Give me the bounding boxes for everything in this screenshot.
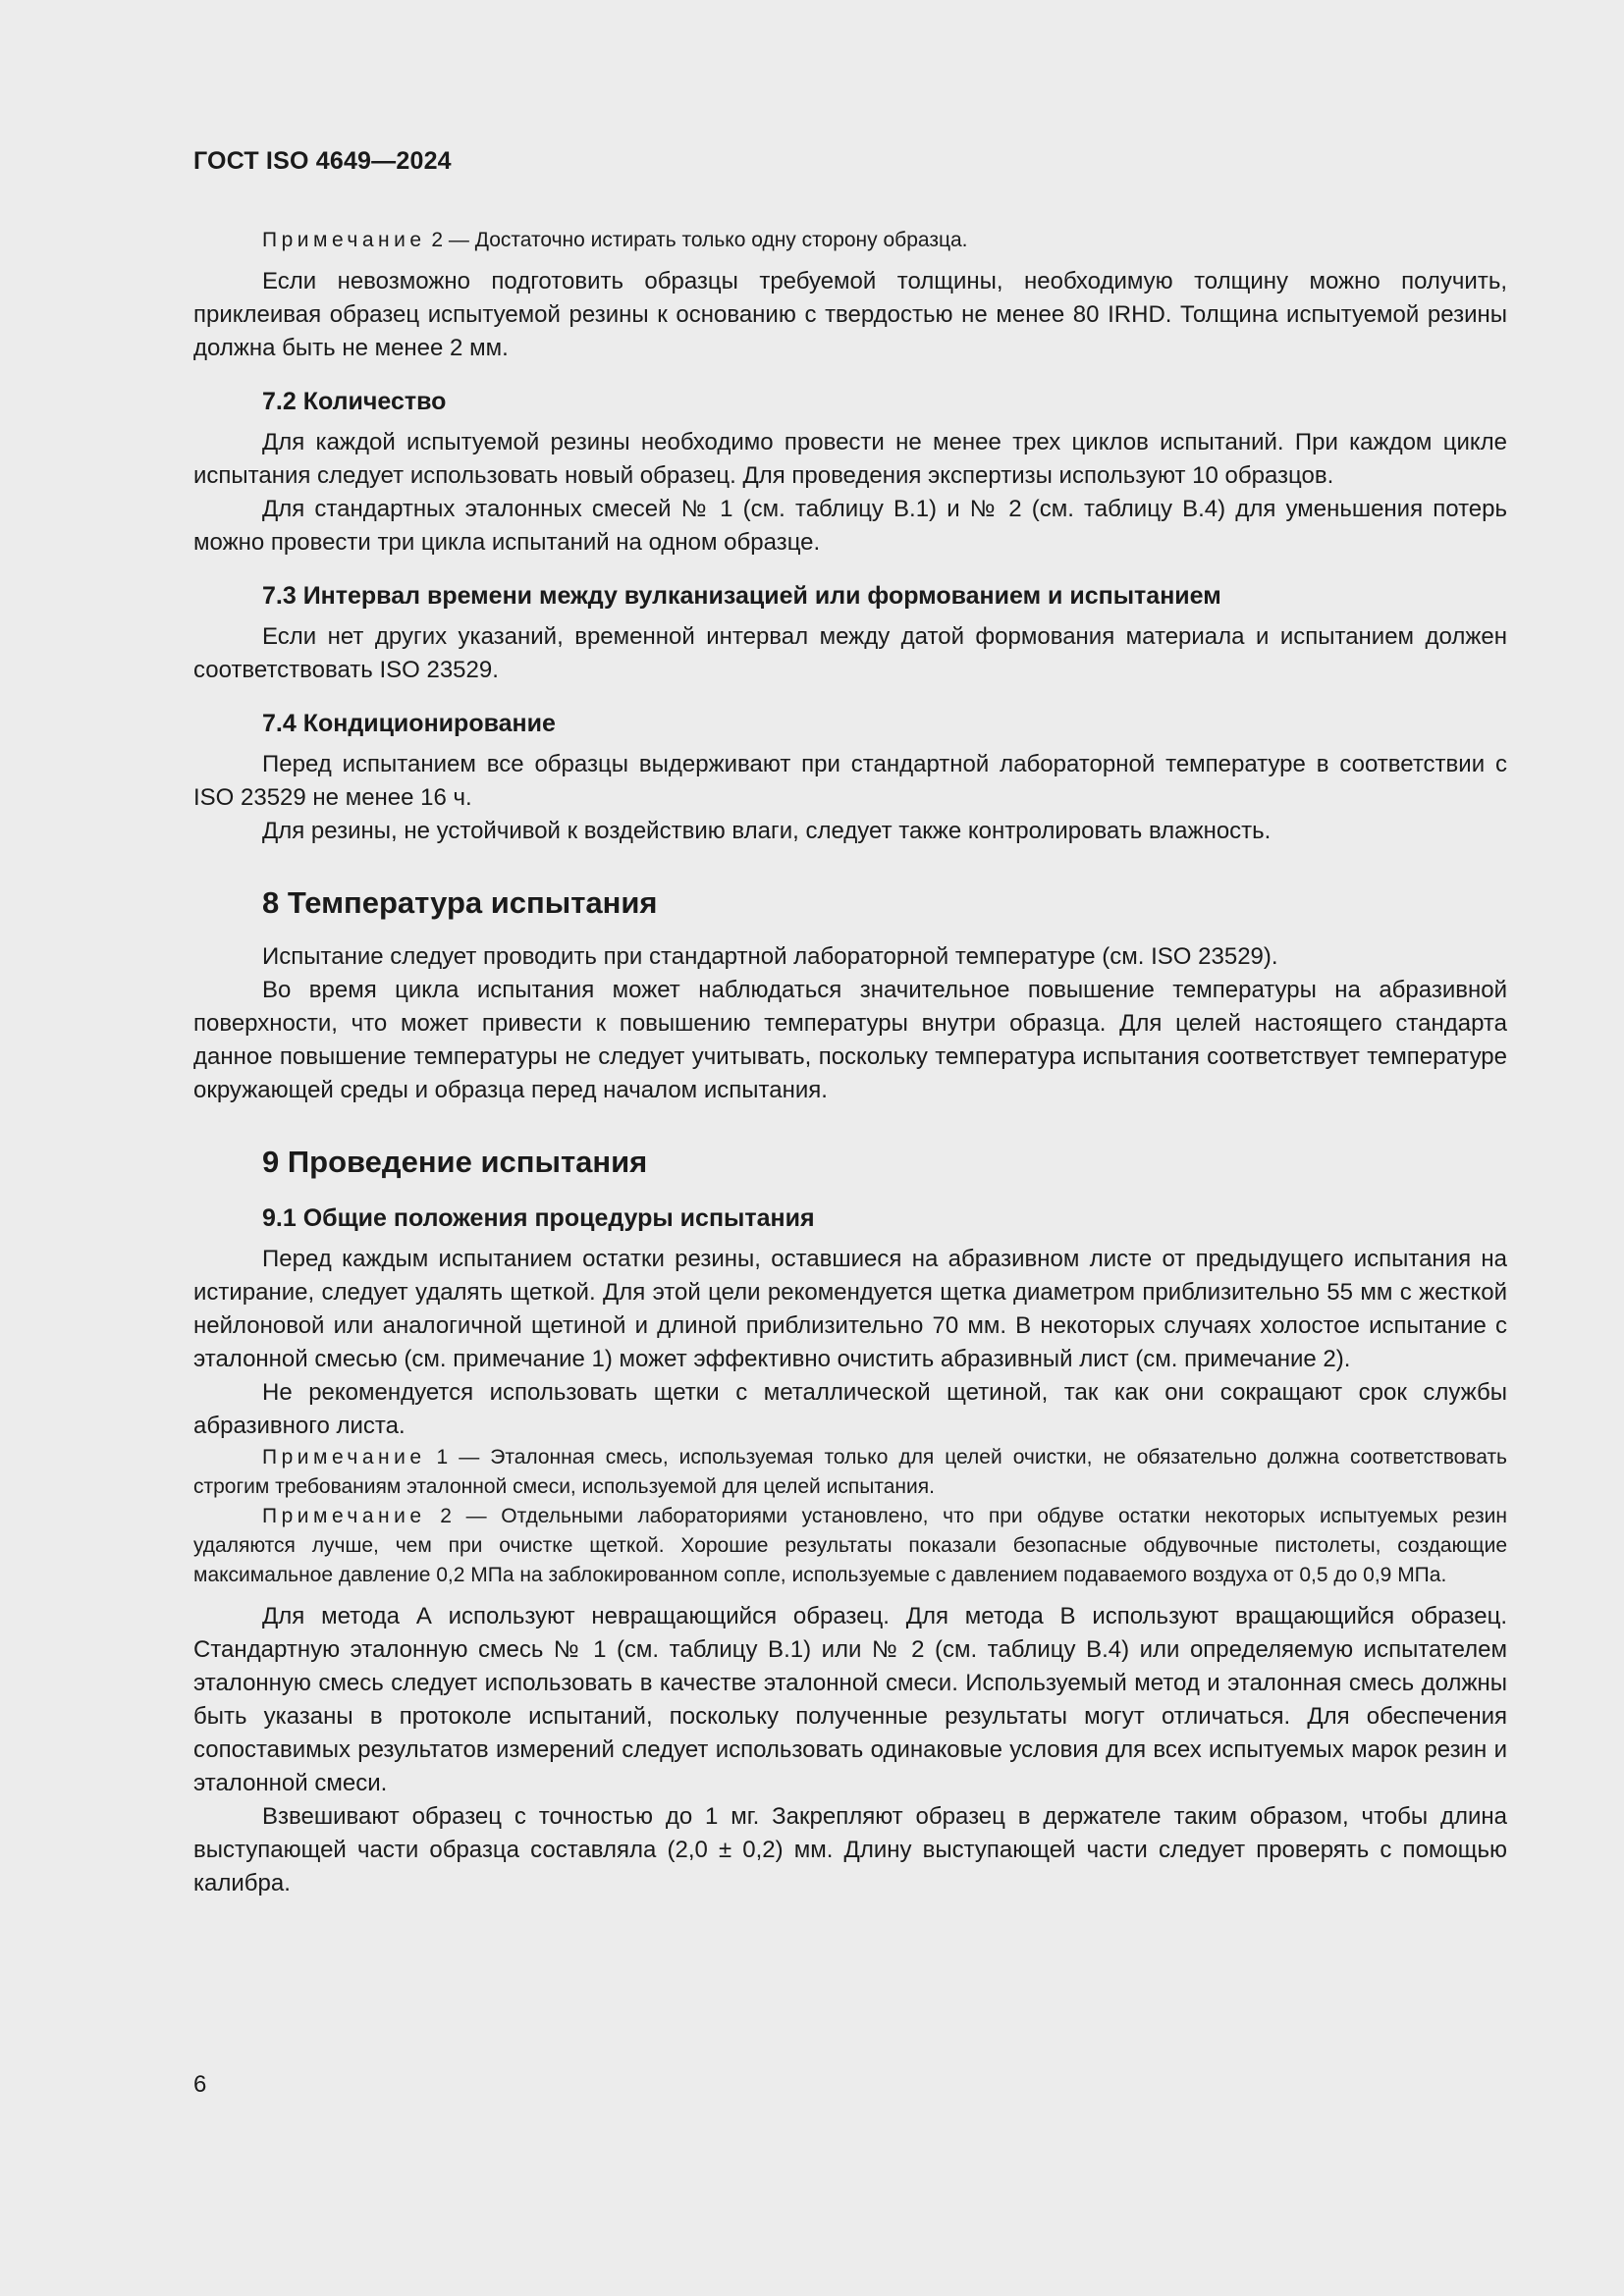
paragraph: Взвешивают образец с точностью до 1 мг. Закрепляют образец в держателе таким образом, чтобы длина выступающей части образца составляла (2,0 ± 0,2) мм. Длину выступающей части следует проверять с помощью калибра. bbox=[193, 1803, 1507, 1896]
paragraph: Если нет других указаний, временной интервал между датой формования материала и испытанием должен соответствовать ISO 23529. bbox=[193, 623, 1507, 683]
note-top bbox=[193, 226, 1507, 255]
note-label: Примечание bbox=[262, 1446, 426, 1468]
paragraph: Для метода А используют невращающийся образец. Для метода В используют вращающийся образец. Стандартную эталонную смесь № 1 (см. таблицу В.1) или № 2 (см. таблицу В.4) или определяемую испытателем эталонную смесь следует использовать в качестве эталонной смеси. Используемый метод и эталонная смесь должны быть указаны в протоколе испытаний, поскольку полученные результаты могут отличаться. Для обеспечения сопоставимых результатов измерений следует использовать одинаковые условия для всех испытуемых марок резин и эталонной смеси. bbox=[193, 1603, 1507, 1796]
standard-header: ГОСТ ISO 4649—2024 bbox=[193, 147, 452, 175]
paragraph: Перед испытанием все образцы выдерживают при стандартной лабораторной температуре в соответствии с ISO 23529 не менее 16 ч. bbox=[193, 751, 1507, 811]
section-heading-9: 9 Проведение испытания bbox=[262, 1145, 648, 1179]
note-2 bbox=[193, 1502, 1507, 1590]
paragraph: Для стандартных эталонных смесей № 1 (см. таблицу В.1) и № 2 (см. таблицу В.4) для уменьшения потерь можно провести три цикла испытаний на одном образце. bbox=[193, 496, 1507, 556]
section-heading-7-2: 7.2 Количество bbox=[262, 388, 447, 415]
paragraph: Для каждой испытуемой резины необходимо провести не менее трех циклов испытаний. При каждом цикле испытания следует использовать новый образец. Для проведения экспертизы используют 10 образцов. bbox=[193, 429, 1507, 489]
note-text: 2 — Достаточно истирать только одну сторону образца. bbox=[425, 229, 968, 251]
document-body bbox=[193, 226, 1507, 1900]
paragraph: Во время цикла испытания может наблюдаться значительное повышение температуры на абразивной поверхности, что может привести к повышению температуры внутри образца. Для целей настоящего стандарта данное повышение температуры не следует учитывать, поскольку температура испытания соответствует температуре окружающей среды и образца перед началом испытания. bbox=[193, 977, 1507, 1103]
section-heading-7-3: 7.3 Интервал времени между вулканизацией или формованием и испытанием bbox=[262, 582, 1221, 610]
paragraph: Не рекомендуется использовать щетки с металлической щетиной, так как они сокращают срок службы абразивного листа. bbox=[193, 1379, 1507, 1439]
paragraph: Для резины, не устойчивой к воздействию влаги, следует также контролировать влажность. bbox=[262, 818, 1272, 844]
section-heading-7-4: 7.4 Кондиционирование bbox=[262, 710, 556, 737]
paragraph: Если невозможно подготовить образцы требуемой толщины, необходимую толщину можно получить, приклеивая образец испытуемой резины к основанию с твердостью не менее 80 IRHD. Толщина испытуемой резины должна быть не менее 2 мм. bbox=[193, 268, 1507, 361]
paragraph: Перед каждым испытанием остатки резины, оставшиеся на абразивном листе от предыдущего испытания на истирание, следует удалять щеткой. Для этой цели рекомендуется щетка диаметром приблизительно 55 мм с жесткой нейлоновой или аналогичной щетиной и длиной приблизительно 70 мм. В некоторых случаях холостое испытание с эталонной смесью (см. примечание 1) может эффективно очистить абразивный лист (см. примечание 2). bbox=[193, 1246, 1507, 1372]
note-1 bbox=[193, 1443, 1507, 1502]
section-heading-9-1: 9.1 Общие положения процедуры испытания bbox=[262, 1204, 815, 1232]
note-text: 1 — Эталонная смесь, используемая только для целей очистки, не обязательно должна соответствовать строгим требованиям эталонной смеси, используемой для целей испытания. bbox=[193, 1446, 1507, 1498]
section-heading-8: 8 Температура испытания bbox=[262, 885, 658, 920]
note-label: Примечание bbox=[262, 229, 426, 251]
paragraph: Испытание следует проводить при стандартной лабораторной температуре (см. ISO 23529). bbox=[262, 943, 1278, 970]
note-text: 2 — Отдельными лабораториями установлено, что при обдуве остатки некоторых испытуемых резин удаляются лучше, чем при очистке щеткой. Хорошие результаты показали безопасные обдувочные пистолеты, создающие максимальное давление 0,2 МПа на заблокированном сопле, используемые с давлением подаваемого воздуха от 0,5 до 0,9 МПа. bbox=[193, 1505, 1507, 1586]
page-number: 6 bbox=[193, 2071, 207, 2098]
note-label: Примечание bbox=[262, 1505, 426, 1527]
